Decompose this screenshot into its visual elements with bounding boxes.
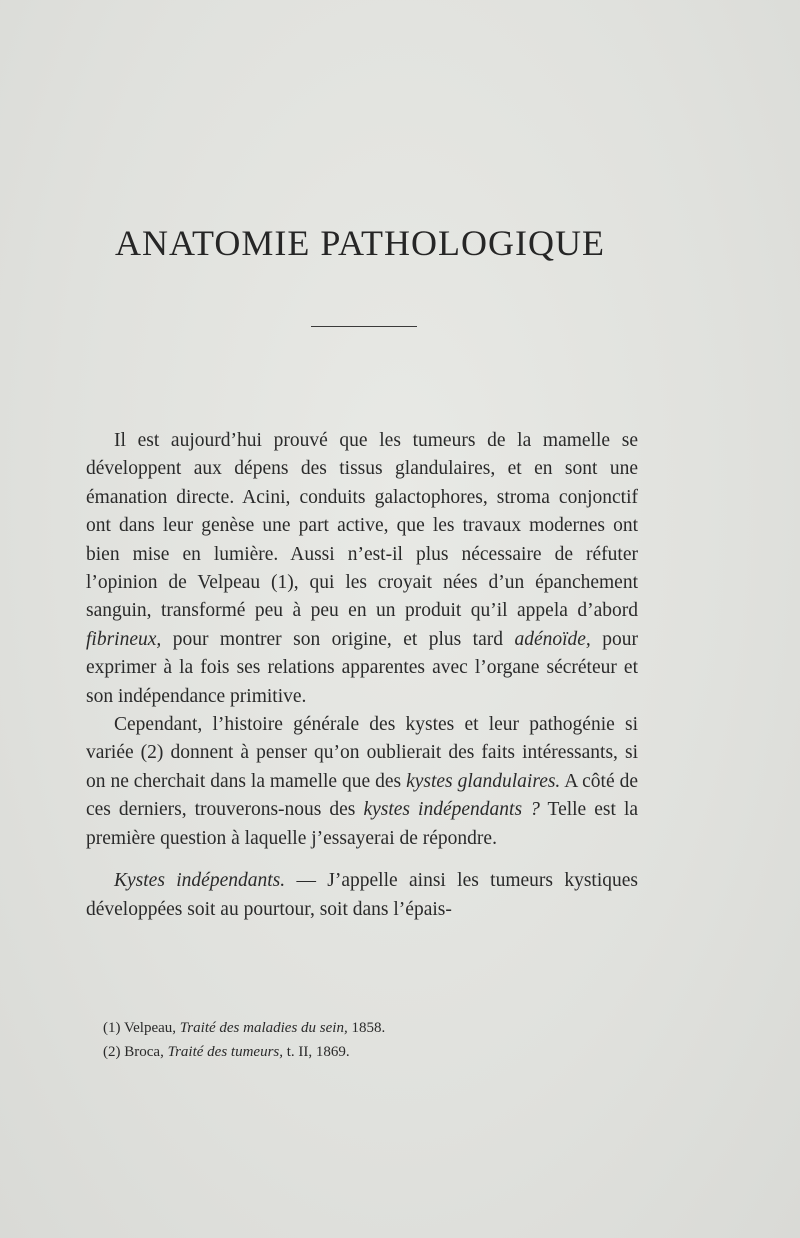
footnote-2 [103,1040,643,1064]
paragraph-2-italic-kystes-glandulaires: kystes glandulaires. [406,770,561,792]
paragraph-3-text: — J’appelle ainsi les tumeurs kystiques développées soit au pourtour, soit dans l’épais- [86,870,638,920]
paragraph-1-italic-adenoide: adénoïde, [514,628,591,650]
paragraph-2-text-b: A côté de ces derniers, trouverons-nous des [86,770,638,821]
paragraph-1 [86,427,638,711]
footnotes [103,1016,643,1064]
footnote-1 [103,1016,643,1040]
paragraph-3-italic-heading: Kystes indépendants. [114,870,286,892]
footnote-2-author: Broca, [124,1044,164,1060]
paragraph-3 [86,867,638,924]
paragraph-1-text-c: pour exprimer à la fois ses relations apparentes avec l’organe sécréteur et son indépendance primitive. [86,628,639,707]
footnote-1-year: 1858. [351,1020,386,1036]
paragraph-1-text-b: pour montrer son origine, et plus tard [172,628,503,650]
title-divider [311,326,417,327]
footnote-2-year: t. II, 1869. [286,1044,350,1060]
footnote-2-title: Traité des tumeurs, [167,1044,284,1060]
paragraph-1-italic-fibrineux: fibrineux, [86,628,162,650]
footnote-1-title: Traité des maladies du sein, [179,1020,348,1036]
footnote-2-number: (2) [103,1044,121,1060]
paragraph-2-italic-kystes-independants: kystes indépendants ? [363,799,540,821]
footnote-1-number: (1) [103,1020,121,1036]
body-text [86,427,638,924]
footnote-1-author: Velpeau, [123,1020,177,1036]
paragraph-1-text-a: Il est aujourd’hui prouvé que les tumeurs de la mamelle se développent aux dépens des tissus glandulaires, et en sont une émanation directe. Acini, conduits galactophores, stroma conjonctif ont dans leur genèse une part active, que les travaux modernes ont bien mise en lumière. Aussi n’est-il plus nécessaire de réfuter l’opinion de Velpeau (1), qui les croyait nées d’un épanchement sanguin, transformé peu à peu en un produit qu’il appela d’abord [86,430,638,622]
paragraph-2-text-c: Telle est la première question à laquelle j’essayerai de répondre. [86,799,639,849]
paragraph-2 [86,711,638,853]
page-title: ANATOMIE PATHOLOGIQUE [114,223,605,263]
paragraph-2-text-a: Cependant, l’histoire générale des kystes et leur pathogénie si variée (2) donnent à penser qu’on oublierait des faits intéressants, si on ne cherchait dans la mamelle que des [86,714,638,792]
